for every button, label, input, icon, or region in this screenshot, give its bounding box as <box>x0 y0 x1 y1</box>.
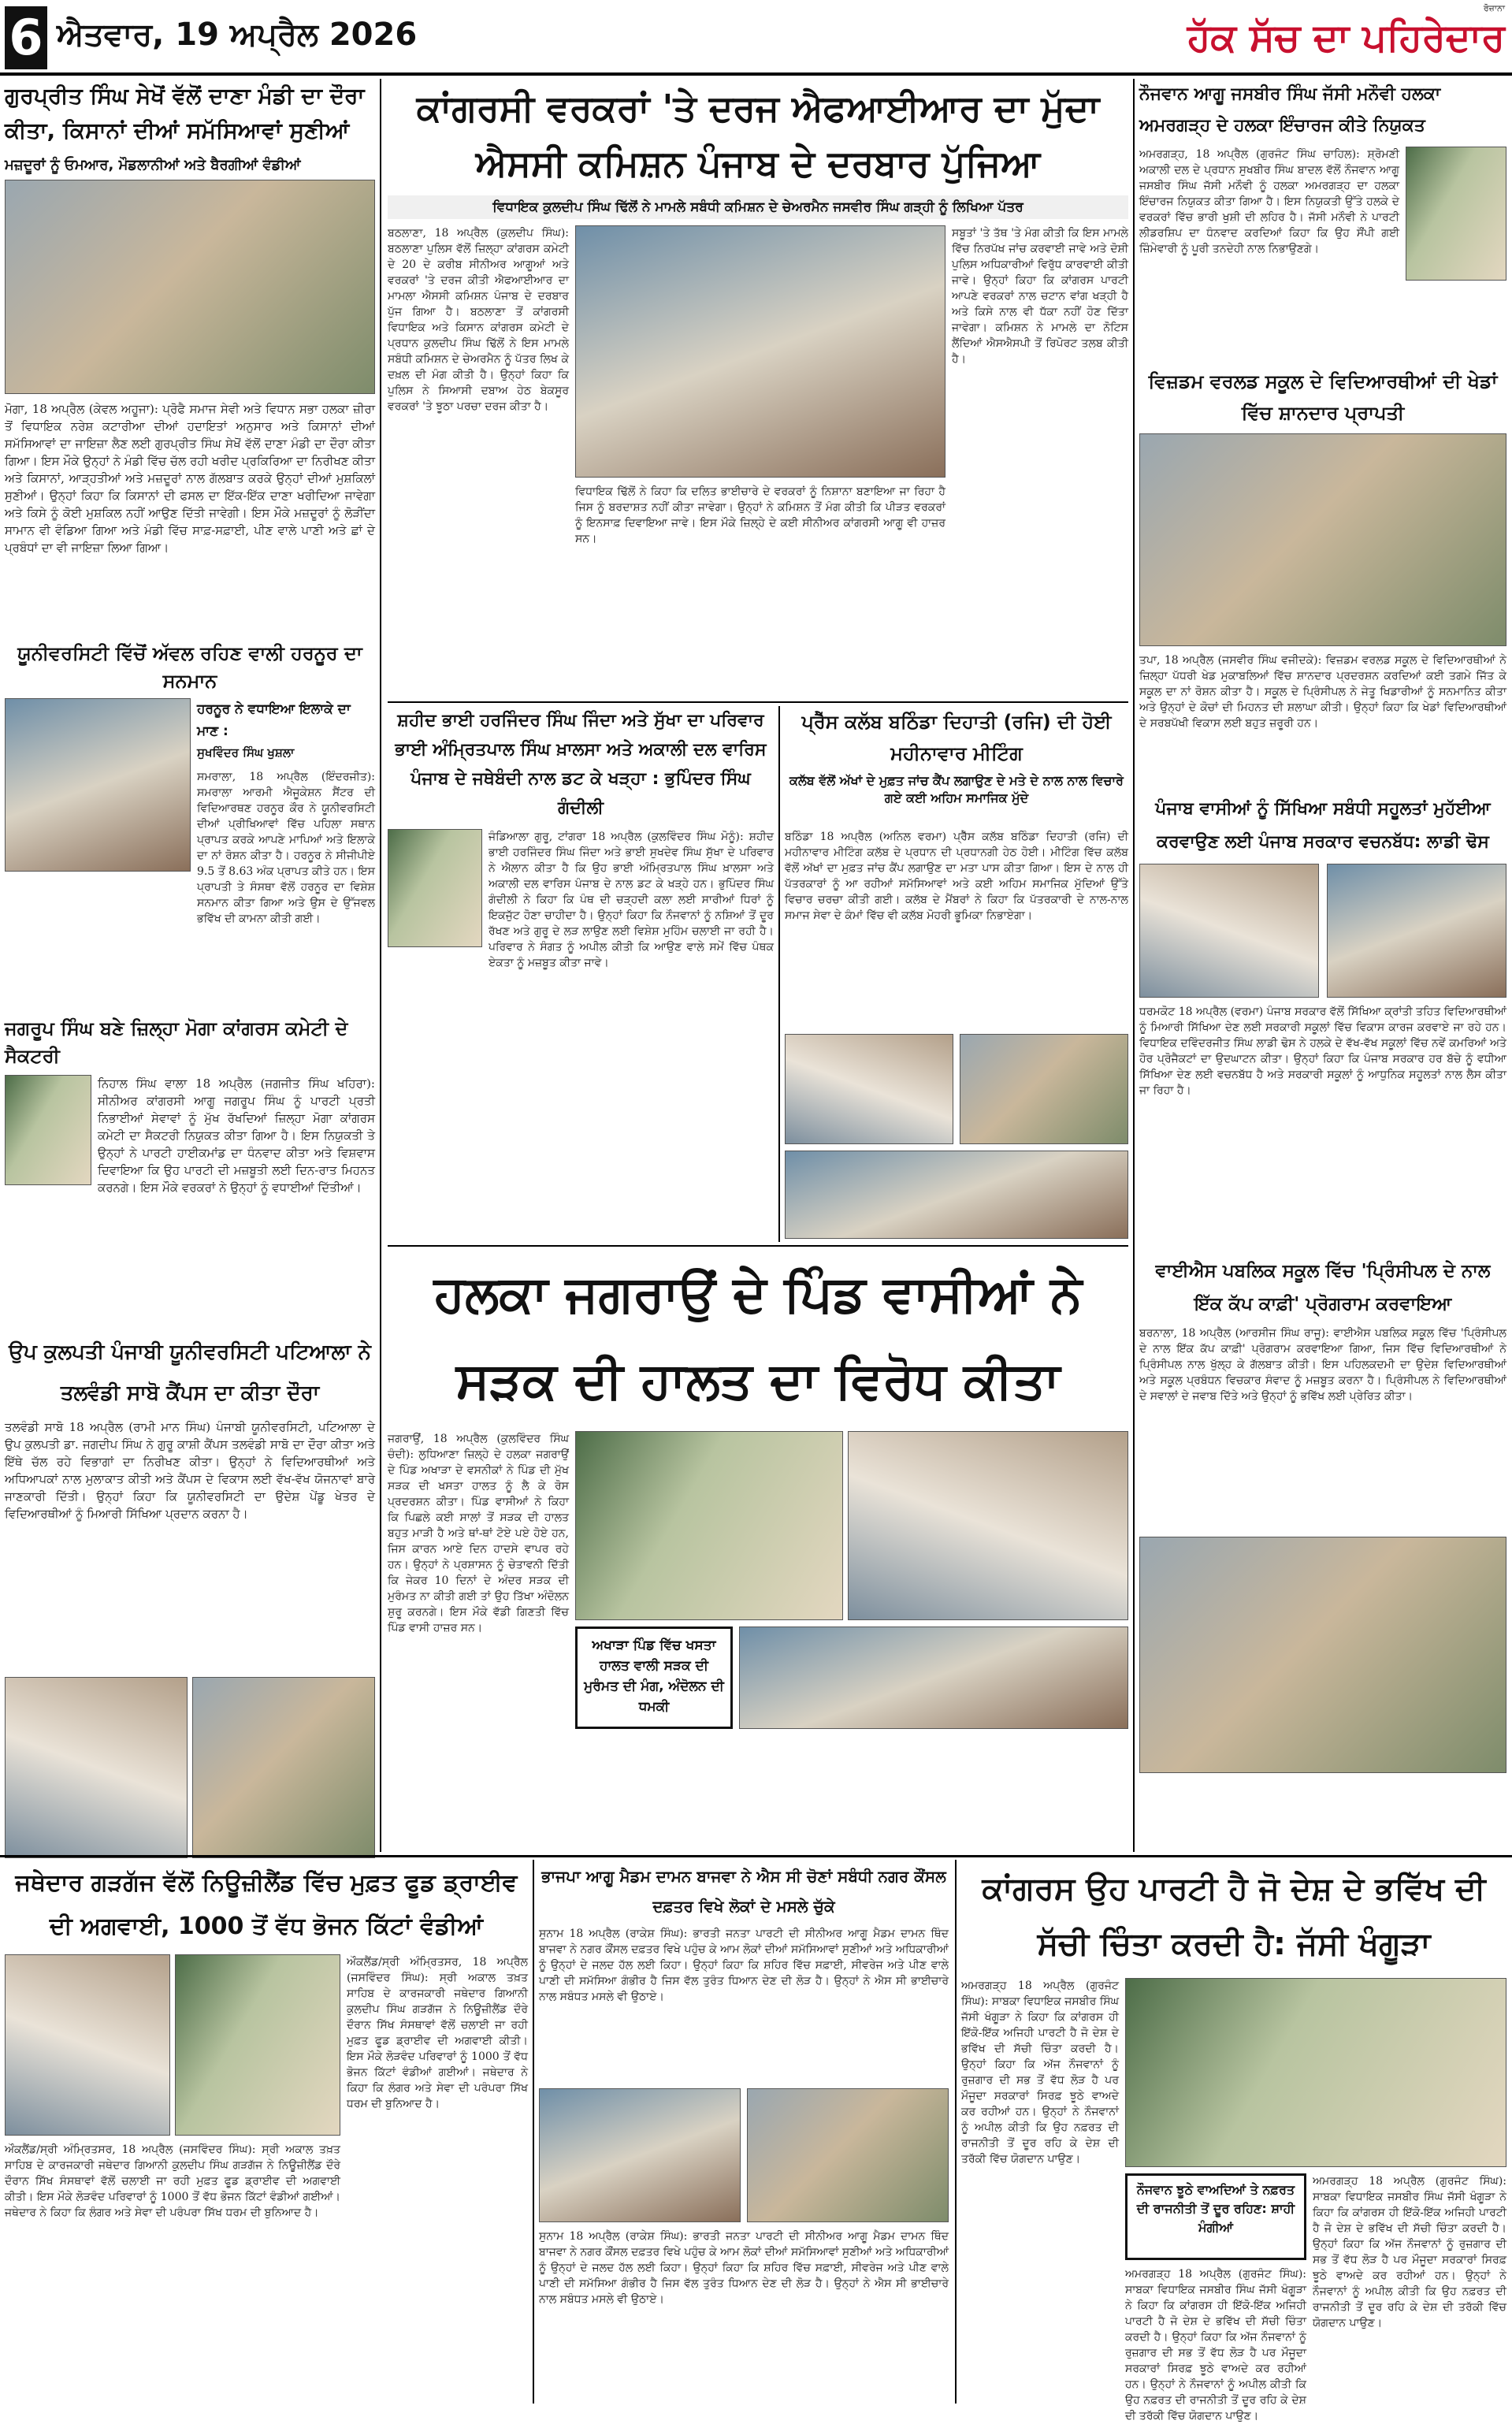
bottom-rule-2 <box>955 1860 957 2404</box>
farmers-headline: ਗੁਰਪ੍ਰੀਤ ਸਿੰਘ ਸੇਖੋਂ ਵੱਲੋਂ ਦਾਣਾ ਮੰਡੀ ਦਾ ਦੌਰਾ ਕੀਤਾ, ਕਿਸਾਨਾਂ ਦੀਆਂ ਸਮੱਸਿਆਵਾਂ ਸੁਣੀਆਂ <box>5 83 365 143</box>
jagroop-headline: ਜਗਰੂਪ ਸਿੰਘ ਬਣੇ ਜ਼ਿਲ੍ਹਾ ਮੋਗਾ ਕਾਂਗਰਸ ਕਮੇਟੀ ਦੇ ਸੈਕਟਰੀ <box>5 1017 348 1067</box>
congress-future-box: ਨੌਜਵਾਨ ਝੂਠੇ ਵਾਅਦਿਆਂ ਤੇ ਨਫ਼ਰਤ ਦੀ ਰਾਜਨੀਤੀ ਤੋਂ ਦੂਰ ਰਹਿਣ: ਸ਼ਾਹੀ ਮੰਗੀਆਂ <box>1125 2173 1306 2260</box>
road-headline: ਹਲਕਾ ਜਗਰਾਉਂ ਦੇ ਪਿੰਡ ਵਾਸੀਆਂ ਨੇ ਸੜਕ ਦੀ ਹਾਲਤ ਦਾ ਵਿਰੋਧ ਕੀਤਾ <box>433 1266 1083 1411</box>
press-photo-2 <box>960 1034 1128 1144</box>
road-body: ਜਗਰਾਉਂ, 18 ਅਪ੍ਰੈਲ (ਕੁਲਵਿੰਦਰ ਸਿੰਘ ਚੰਦੀ): ਲੁਧਿਆਣਾ ਜ਼ਿਲ੍ਹੇ ਦੇ ਹਲਕਾ ਜਗਰਾਉਂ ਦੇ ਪਿੰਡ ਅਖਾੜਾ ਦੇ ਵਸਨੀਕਾਂ ਨੇ ਪਿੰਡ ਦੀ ਮੁੱਖ ਸੜਕ ਦੀ ਖਸਤਾ ਹਾਲਤ ਨੂੰ ਲੈ ਕੇ ਰੋਸ ਪ੍ਰਦਰਸ਼ਨ ਕੀਤਾ। ਪਿੰਡ ਵਾਸੀਆਂ ਨੇ ਕਿਹਾ ਕਿ ਪਿਛਲੇ ਕਈ ਸਾਲਾਂ ਤੋਂ ਸੜਕ ਦੀ ਹਾਲਤ ਬਹੁਤ ਮਾੜੀ ਹੈ ਅਤੇ ਥਾਂ-ਥਾਂ ਟੋਏ ਪਏ ਹੋਏ ਹਨ, ਜਿਸ ਕਾਰਨ ਆਏ ਦਿਨ ਹਾਦਸੇ ਵਾਪਰ ਰਹੇ ਹਨ। ਉਨ੍ਹਾਂ ਨੇ ਪ੍ਰਸ਼ਾਸਨ ਨੂੰ ਚੇਤਾਵਨੀ ਦਿੱਤੀ ਕਿ ਜੇਕਰ 10 ਦਿਨਾਂ ਦੇ ਅੰਦਰ ਸੜਕ ਦੀ ਮੁਰੰਮਤ ਨਾ ਕੀਤੀ ਗਈ ਤਾਂ ਉਹ ਤਿੱਖਾ ਅੰਦੋਲਨ ਸ਼ੁਰੂ ਕਰਨਗੇ। ਇਸ ਮੌਕੇ ਵੱਡੀ ਗਿਣਤੀ ਵਿੱਚ ਪਿੰਡ ਵਾਸੀ ਹਾਜ਼ਰ ਸਨ। <box>388 1433 569 1634</box>
mid-column-rule <box>778 706 780 1242</box>
wisdom-headline: ਵਿਜ਼ਡਮ ਵਰਲਡ ਸਕੂਲ ਦੇ ਵਿਦਿਆਰਥੀਆਂ ਦੀ ਖੇਡਾਂ ਵਿੱਚ ਸ਼ਾਨਦਾਰ ਪ੍ਰਾਪਤੀ <box>1148 370 1498 424</box>
press-photo-1 <box>785 1034 953 1144</box>
bottom-rule-1 <box>533 1860 534 2404</box>
wisdom-photo <box>1139 433 1506 646</box>
bottom-band-rule <box>0 1855 1512 1857</box>
congress-future-body-lower: ਅਮਰਗੜ੍ਹ 18 ਅਪ੍ਰੈਲ (ਗੁਰਜੰਟ ਸਿੰਘ): ਸਾਬਕਾ ਵਿਧਾਇਕ ਜਸਬੀਰ ਸਿੰਘ ਜੱਸੀ ਖੰਗੂੜਾ ਨੇ ਕਿਹਾ ਕਿ ਕਾਂਗਰਸ ਹੀ ਇੱਕੋ-ਇੱਕ ਅਜਿਹੀ ਪਾਰਟੀ ਹੈ ਜੋ ਦੇਸ਼ ਦੇ ਭਵਿੱਖ ਦੀ ਸੱਚੀ ਚਿੰਤਾ ਕਰਦੀ ਹੈ। ਉਨ੍ਹਾਂ ਕਿਹਾ ਕਿ ਅੱਜ ਨੌਜਵਾਨਾਂ ਨੂੰ ਰੁਜ਼ਗਾਰ ਦੀ ਸਭ ਤੋਂ ਵੱਧ ਲੋੜ ਹੈ ਪਰ ਮੌਜੂਦਾ ਸਰਕਾਰਾਂ ਸਿਰਫ਼ ਝੂਠੇ ਵਾਅਦੇ ਕਰ ਰਹੀਆਂ ਹਨ। ਉਨ੍ਹਾਂ ਨੇ ਨੌਜਵਾਨਾਂ ਨੂੰ ਅਪੀਲ ਕੀਤੀ ਕਿ ਉਹ ਨਫ਼ਰਤ ਦੀ ਰਾਜਨੀਤੀ ਤੋਂ ਦੂਰ ਰਹਿ ਕੇ ਦੇਸ਼ ਦੀ ਤਰੱਕੀ ਵਿੱਚ ਯੋਗਦਾਨ ਪਾਉਣ। <box>1313 2175 1506 2329</box>
damanbajwa-body-lower: ਸੁਨਾਮ 18 ਅਪ੍ਰੈਲ (ਰਾਕੇਸ਼ ਸਿੰਘ): ਭਾਰਤੀ ਜਨਤਾ ਪਾਰਟੀ ਦੀ ਸੀਨੀਅਰ ਆਗੂ ਮੈਡਮ ਦਾਮਨ ਥਿੰਦ ਬਾਜਵਾ ਨੇ ਨਗਰ ਕੌਂਸਲ ਦਫ਼ਤਰ ਵਿਖੇ ਪਹੁੰਚ ਕੇ ਆਮ ਲੋਕਾਂ ਦੀਆਂ ਸਮੱਸਿਆਵਾਂ ਸੁਣੀਆਂ ਅਤੇ ਅਧਿਕਾਰੀਆਂ ਨੂੰ ਉਨ੍ਹਾਂ ਦੇ ਜਲਦ ਹੱਲ ਲਈ ਕਿਹਾ। ਉਨ੍ਹਾਂ ਕਿਹਾ ਕਿ ਸ਼ਹਿਰ ਵਿੱਚ ਸਫ਼ਾਈ, ਸੀਵਰੇਜ ਅਤੇ ਪੀਣ ਵਾਲੇ ਪਾਣੀ ਦੀ ਸਮੱਸਿਆ ਗੰਭੀਰ ਹੈ ਜਿਸ ਵੱਲ ਤੁਰੰਤ ਧਿਆਨ ਦੇਣ ਦੀ ਲੋੜ ਹੈ। ਉਨ੍ਹਾਂ ਨੇ ਐਸ ਸੀ ਭਾਈਚਾਰੇ ਨਾਲ ਸਬੰਧਤ ਮਸਲੇ ਵੀ ਉਠਾਏ। <box>539 2230 949 2306</box>
university-headline: ਯੂਨੀਵਰਸਿਟੀ ਵਿੱਚੋਂ ਅੱਵਲ ਰਹਿਣ ਵਾਲੀ ਹਰਨੂਰ ਦਾ ਸਨਮਾਨ <box>17 642 362 692</box>
jassi-photo <box>1406 147 1506 281</box>
food-drive-body: ਔਕਲੈਂਡ/ਸ੍ਰੀ ਅੰਮ੍ਰਿਤਸਰ, 18 ਅਪ੍ਰੈਲ (ਜਸਵਿੰਦਰ ਸਿੰਘ): ਸ੍ਰੀ ਅਕਾਲ ਤਖ਼ਤ ਸਾਹਿਬ ਦੇ ਕਾਰਜਕਾਰੀ ਜਥੇਦਾਰ ਗਿਆਨੀ ਕੁਲਦੀਪ ਸਿੰਘ ਗੜਗੱਜ ਨੇ ਨਿਊਜ਼ੀਲੈਂਡ ਦੌਰੇ ਦੌਰਾਨ ਸਿੱਖ ਸੰਸਥਾਵਾਂ ਵੱਲੋਂ ਚਲਾਈ ਜਾ ਰਹੀ ਮੁਫ਼ਤ ਫੂਡ ਡ੍ਰਾਈਵ ਦੀ ਅਗਵਾਈ ਕੀਤੀ। ਇਸ ਮੌਕੇ ਲੋੜਵੰਦ ਪਰਿਵਾਰਾਂ ਨੂੰ 1000 ਤੋਂ ਵੱਧ ਭੋਜਨ ਕਿੱਟਾਂ ਵੰਡੀਆਂ ਗਈਆਂ। ਜਥੇਦਾਰ ਨੇ ਕਿਹਾ ਕਿ ਲੰਗਰ ਅਤੇ ਸੇਵਾ ਦੀ ਪਰੰਪਰਾ ਸਿੱਖ ਧਰਮ ਦੀ ਬੁਨਿਆਦ ਹੈ। <box>347 1956 528 2110</box>
vc-body: ਤਲਵੰਡੀ ਸਾਬੋ 18 ਅਪ੍ਰੈਲ (ਰਾਮੀ ਮਾਨ ਸਿੰਘ) ਪੰਜਾਬੀ ਯੂਨੀਵਰਸਿਟੀ, ਪਟਿਆਲਾ ਦੇ ਉਪ ਕੁਲਪਤੀ ਡਾ. ਜਗਦੀਪ ਸਿੰਘ ਨੇ ਗੁਰੂ ਕਾਸ਼ੀ ਕੈਂਪਸ ਤਲਵੰਡੀ ਸਾਬੋ ਦਾ ਦੌਰਾ ਕੀਤਾ ਅਤੇ ਇੱਥੇ ਚੱਲ ਰਹੇ ਵਿਭਾਗਾਂ ਦਾ ਨਿਰੀਖਣ ਕੀਤਾ। ਉਨ੍ਹਾਂ ਨੇ ਵਿਦਿਆਰਥੀਆਂ ਅਤੇ ਅਧਿਆਪਕਾਂ ਨਾਲ ਮੁਲਾਕਾਤ ਕੀਤੀ ਅਤੇ ਕੈਂਪਸ ਦੇ ਵਿਕਾਸ ਲਈ ਵੱਖ-ਵੱਖ ਯੋਜਨਾਵਾਂ ਬਾਰੇ ਜਾਣਕਾਰੀ ਦਿੱਤੀ। ਉਨ੍ਹਾਂ ਕਿਹਾ ਕਿ ਯੂਨੀਵਰਸਿਟੀ ਦਾ ਉਦੇਸ਼ ਪੇਂਡੂ ਖੇਤਰ ਦੇ ਵਿਦਿਆਰਥੀਆਂ ਨੂੰ ਮਿਆਰੀ ਸਿੱਖਿਆ ਪ੍ਰਦਾਨ ਕਰਨਾ ਹੈ। <box>5 1420 375 1521</box>
wisdom-body: ਤਪਾ, 18 ਅਪ੍ਰੈਲ (ਜਸਵੀਰ ਸਿੰਘ ਵਜੀਦਕੇ): ਵਿਜ਼ਡਮ ਵਰਲਡ ਸਕੂਲ ਦੇ ਵਿਦਿਆਰਥੀਆਂ ਨੇ ਜ਼ਿਲ੍ਹਾ ਪੱਧਰੀ ਖੇਡ ਮੁਕਾਬਲਿਆਂ ਵਿੱਚ ਸ਼ਾਨਦਾਰ ਪ੍ਰਦਰਸ਼ਨ ਕਰਦਿਆਂ ਕਈ ਤਗਮੇ ਜਿੱਤ ਕੇ ਸਕੂਲ ਦਾ ਨਾਂ ਰੋਸ਼ਨ ਕੀਤਾ ਹੈ। ਸਕੂਲ ਦੇ ਪ੍ਰਿੰਸੀਪਲ ਨੇ ਜੇਤੂ ਖਿਡਾਰੀਆਂ ਨੂੰ ਸਨਮਾਨਿਤ ਕੀਤਾ ਅਤੇ ਉਨ੍ਹਾਂ ਦੇ ਕੋਚਾਂ ਦੀ ਮਿਹਨਤ ਦੀ ਸ਼ਲਾਘਾ ਕੀਤੀ। ਉਨ੍ਹਾਂ ਕਿਹਾ ਕਿ ਖੇਡਾਂ ਵਿਦਿਆਰਥੀਆਂ ਦੇ ਸਰਬਪੱਖੀ ਵਿਕਾਸ ਲਈ ਬਹੁਤ ਜ਼ਰੂਰੀ ਹਨ। <box>1139 654 1506 730</box>
university-tagline: ਹਰਨੂਰ ਨੇ ਵਧਾਇਆ ਇਲਾਕੇ ਦਾ ਮਾਣ : <box>197 701 351 739</box>
road-photo-1 <box>575 1431 843 1620</box>
right-column-rule <box>1133 79 1135 1852</box>
page-number: 6 <box>9 9 43 66</box>
education-headline: ਪੰਜਾਬ ਵਾਸੀਆਂ ਨੂੰ ਸਿੱਖਿਆ ਸਬੰਧੀ ਸਹੂਲਤਾਂ ਮੁਹੱਈਆ ਕਰਵਾਉਣ ਲਈ ਪੰਜਾਬ ਸਰਕਾਰ ਵਚਨਬੱਧ: ਲਾਡੀ ਢੋਸ <box>1155 799 1491 852</box>
date-line: ਐਤਵਾਰ, 19 ਅਪ੍ਰੈਲ 2026 <box>57 17 418 53</box>
farmers-photo <box>5 180 375 394</box>
left-column-rule <box>380 79 381 1852</box>
food-drive-photo-1 <box>5 1954 170 2136</box>
damanbajwa-body: ਸੁਨਾਮ 18 ਅਪ੍ਰੈਲ (ਰਾਕੇਸ਼ ਸਿੰਘ): ਭਾਰਤੀ ਜਨਤਾ ਪਾਰਟੀ ਦੀ ਸੀਨੀਅਰ ਆਗੂ ਮੈਡਮ ਦਾਮਨ ਥਿੰਦ ਬਾਜਵਾ ਨੇ ਨਗਰ ਕੌਂਸਲ ਦਫ਼ਤਰ ਵਿਖੇ ਪਹੁੰਚ ਕੇ ਆਮ ਲੋਕਾਂ ਦੀਆਂ ਸਮੱਸਿਆਵਾਂ ਸੁਣੀਆਂ ਅਤੇ ਅਧਿਕਾਰੀਆਂ ਨੂੰ ਉਨ੍ਹਾਂ ਦੇ ਜਲਦ ਹੱਲ ਲਈ ਕਿਹਾ। ਉਨ੍ਹਾਂ ਕਿਹਾ ਕਿ ਸ਼ਹਿਰ ਵਿੱਚ ਸਫ਼ਾਈ, ਸੀਵਰੇਜ ਅਤੇ ਪੀਣ ਵਾਲੇ ਪਾਣੀ ਦੀ ਸਮੱਸਿਆ ਗੰਭੀਰ ਹੈ ਜਿਸ ਵੱਲ ਤੁਰੰਤ ਧਿਆਨ ਦੇਣ ਦੀ ਲੋੜ ਹੈ। ਉਨ੍ਹਾਂ ਨੇ ਐਸ ਸੀ ਭਾਈਚਾਰੇ ਨਾਲ ਸਬੰਧਤ ਮਸਲੇ ਵੀ ਉਠਾਏ। <box>539 1928 949 2003</box>
congress-future-photo <box>1125 1978 1506 2167</box>
farmers-body: ਮੋਗਾ, 18 ਅਪ੍ਰੈਲ (ਕੇਵਲ ਅਹੂਜਾ): ਪ੍ਰੋਫੈ ਸਮਾਜ ਸੇਵੀ ਅਤੇ ਵਿਧਾਨ ਸਭਾ ਹਲਕਾ ਜ਼ੀਰਾ ਤੋਂ ਵਿਧਾਇਕ ਨਰੇਸ਼ ਕਟਾਰੀਆ ਦੀਆਂ ਹਦਾਇਤਾਂ ਅਨੁਸਾਰ ਅਤੇ ਕਿਸਾਨਾਂ ਦੀਆਂ ਸਮੱਸਿਆਵਾਂ ਦਾ ਜਾਇਜ਼ਾ ਲੈਣ ਲਈ ਗੁਰਪ੍ਰੀਤ ਸਿੰਘ ਸੇਖੋਂ ਵੱਲੋਂ ਦਾਣਾ ਮੰਡੀ ਦਾ ਦੌਰਾ ਕੀਤਾ ਗਿਆ। ਇਸ ਮੌਕੇ ਉਨ੍ਹਾਂ ਨੇ ਮੰਡੀ ਵਿੱਚ ਚੱਲ ਰਹੀ ਖਰੀਦ ਪ੍ਰਕਿਰਿਆ ਦਾ ਨਿਰੀਖਣ ਕੀਤਾ ਅਤੇ ਕਿਸਾਨਾਂ, ਆੜ੍ਹਤੀਆਂ ਅਤੇ ਮਜ਼ਦੂਰਾਂ ਨਾਲ ਗੱਲਬਾਤ ਕਰਕੇ ਉਨ੍ਹਾਂ ਦੀਆਂ ਮੁਸ਼ਕਿਲਾਂ ਸੁਣੀਆਂ। ਉਨ੍ਹਾਂ ਕਿਹਾ ਕਿ ਕਿਸਾਨਾਂ ਦੀ ਫਸਲ ਦਾ ਇੱਕ-ਇੱਕ ਦਾਣਾ ਖਰੀਦਿਆ ਜਾਵੇਗਾ ਅਤੇ ਕਿਸੇ ਨੂੰ ਕੋਈ ਮੁਸ਼ਕਿਲ ਨਹੀਂ ਆਉਣ ਦਿੱਤੀ ਜਾਵੇਗੀ। ਇਸ ਮੌਕੇ ਮਜ਼ਦੂਰਾਂ ਨੂੰ ਲੋੜੀਂਦਾ ਸਾਮਾਨ ਵੀ ਵੰਡਿਆ ਗਿਆ ਅਤੇ ਮੰਡੀ ਵਿੱਚ ਸਾਫ਼-ਸਫ਼ਾਈ, ਪੀਣ ਵਾਲੇ ਪਾਣੀ ਅਤੇ ਛਾਂ ਦੇ ਪ੍ਰਬੰਧਾਂ ਦਾ ਵੀ ਜਾਇਜ਼ਾ ਲਿਆ ਗਿਆ। <box>5 402 375 555</box>
lead-body-left: ਬਠਲਾਣਾ, 18 ਅਪ੍ਰੈਲ (ਕੁਲਦੀਪ ਸਿੰਘ): ਬਠਲਾਣਾ ਪੁਲਿਸ ਵੱਲੋਂ ਜ਼ਿਲ੍ਹਾ ਕਾਂਗਰਸ ਕਮੇਟੀ ਦੇ 20 ਦੇ ਕਰੀਬ ਸੀਨੀਅਰ ਆਗੂਆਂ ਅਤੇ ਵਰਕਰਾਂ 'ਤੇ ਦਰਜ ਕੀਤੀ ਐਫਆਈਆਰ ਦਾ ਮਾਮਲਾ ਐਸਸੀ ਕਮਿਸ਼ਨ ਪੰਜਾਬ ਦੇ ਦਰਬਾਰ ਪੁੱਜ ਗਿਆ ਹੈ। ਬਠਲਾਣਾ ਤੋਂ ਕਾਂਗਰਸੀ ਵਿਧਾਇਕ ਅਤੇ ਕਿਸਾਨ ਕਾਂਗਰਸ ਕਮੇਟੀ ਦੇ ਪ੍ਰਧਾਨ ਕੁਲਦੀਪ ਸਿੰਘ ਢਿੱਲੋਂ ਨੇ ਇਸ ਮਾਮਲੇ ਸਬੰਧੀ ਕਮਿਸ਼ਨ ਦੇ ਚੇਅਰਮੈਨ ਨੂੰ ਪੱਤਰ ਲਿਖ ਕੇ ਦਖ਼ਲ ਦੀ ਮੰਗ ਕੀਤੀ ਹੈ। ਉਨ੍ਹਾਂ ਕਿਹਾ ਕਿ ਪੁਲਿਸ ਨੇ ਸਿਆਸੀ ਦਬਾਅ ਹੇਠ ਬੇਕਸੂਰ ਵਰਕਰਾਂ 'ਤੇ ਝੂਠਾ ਪਰਚਾ ਦਰਜ ਕੀਤਾ ਹੈ। <box>388 227 569 413</box>
jagroop-photo <box>5 1075 91 1185</box>
masthead-small: ਰੋਜ਼ਾਨਾ <box>1483 3 1505 13</box>
road-top-rule <box>388 1245 1128 1247</box>
martyrs-headline: ਸ਼ਹੀਦ ਭਾਈ ਹਰਜਿੰਦਰ ਸਿੰਘ ਜਿੰਦਾ ਅਤੇ ਸੁੱਖਾ ਦਾ ਪਰਿਵਾਰ ਭਾਈ ਅੰਮ੍ਰਿਤਪਾਲ ਸਿੰਘ ਖ਼ਾਲਸਾ ਅਤੇ ਅਕਾਲੀ ਦਲ ਵਾਰਿਸ ਪੰਜਾਬ ਦੇ ਜਥੇਬੰਦੀ ਨਾਲ ਡਟ ਕੇ ਖੜ੍ਹਾ : ਭੁਪਿੰਦਰ ਸਿੰਘ ਗੰਦੀਲੀ <box>395 711 767 818</box>
road-photo-3 <box>739 1627 1128 1729</box>
martyrs-body: ਜੰਡਿਆਲਾ ਗੁਰੂ, ਟਾਂਗਰਾ 18 ਅਪ੍ਰੈਲ (ਕੁਲਵਿੰਦਰ ਸਿੰਘ ਮੋਨੂੰ): ਸ਼ਹੀਦ ਭਾਈ ਹਰਜਿੰਦਰ ਸਿੰਘ ਜਿੰਦਾ ਅਤੇ ਭਾਈ ਸੁਖਦੇਵ ਸਿੰਘ ਸੁੱਖਾ ਦੇ ਪਰਿਵਾਰ ਨੇ ਐਲਾਨ ਕੀਤਾ ਹੈ ਕਿ ਉਹ ਭਾਈ ਅੰਮ੍ਰਿਤਪਾਲ ਸਿੰਘ ਖ਼ਾਲਸਾ ਅਤੇ ਅਕਾਲੀ ਦਲ ਵਾਰਿਸ ਪੰਜਾਬ ਦੇ ਨਾਲ ਡਟ ਕੇ ਖੜ੍ਹੇ ਹਨ। ਭੁਪਿੰਦਰ ਸਿੰਘ ਗੰਦੀਲੀ ਨੇ ਕਿਹਾ ਕਿ ਪੰਥ ਦੀ ਚੜ੍ਹਦੀ ਕਲਾ ਲਈ ਸਾਰੀਆਂ ਧਿਰਾਂ ਨੂੰ ਇਕਜੁੱਟ ਹੋਣਾ ਚਾਹੀਦਾ ਹੈ। ਉਨ੍ਹਾਂ ਕਿਹਾ ਕਿ ਨੌਜਵਾਨਾਂ ਨੂੰ ਨਸ਼ਿਆਂ ਤੋਂ ਦੂਰ ਰੱਖਣ ਅਤੇ ਗੁਰੂ ਦੇ ਲੜ ਲਾਉਣ ਲਈ ਵਿਸ਼ੇਸ਼ ਮੁਹਿੰਮ ਚਲਾਈ ਜਾ ਰਹੀ ਹੈ। ਪਰਿਵਾਰ ਨੇ ਸੰਗਤ ਨੂੰ ਅਪੀਲ ਕੀਤੀ ਕਿ ਆਉਣ ਵਾਲੇ ਸਮੇਂ ਵਿੱਚ ਪੰਥਕ ਏਕਤਾ ਨੂੰ ਮਜ਼ਬੂਤ ਕੀਤਾ ਜਾਵੇ। <box>489 831 774 969</box>
damanbajwa-photo-1 <box>539 2088 741 2222</box>
lead-photo <box>575 225 945 478</box>
lead-body-right: ਸਬੂਤਾਂ 'ਤੇ ਤੱਥ 'ਤੇ ਮੰਗ ਕੀਤੀ ਕਿ ਇਸ ਮਾਮਲੇ ਵਿੱਚ ਨਿਰਪੱਖ ਜਾਂਚ ਕਰਵਾਈ ਜਾਵੇ ਅਤੇ ਦੋਸ਼ੀ ਪੁਲਿਸ ਅਧਿਕਾਰੀਆਂ ਵਿਰੁੱਧ ਕਾਰਵਾਈ ਕੀਤੀ ਜਾਵੇ। ਉਨ੍ਹਾਂ ਕਿਹਾ ਕਿ ਕਾਂਗਰਸ ਪਾਰਟੀ ਆਪਣੇ ਵਰਕਰਾਂ ਨਾਲ ਚਟਾਨ ਵਾਂਗ ਖੜ੍ਹੀ ਹੈ ਅਤੇ ਕਿਸੇ ਨਾਲ ਵੀ ਧੱਕਾ ਨਹੀਂ ਹੋਣ ਦਿੱਤਾ ਜਾਵੇਗਾ। ਕਮਿਸ਼ਨ ਨੇ ਮਾਮਲੇ ਦਾ ਨੋਟਿਸ ਲੈਂਦਿਆਂ ਐਸਐਸਪੀ ਤੋਂ ਰਿਪੋਰਟ ਤਲਬ ਕੀਤੀ ਹੈ। <box>952 227 1128 366</box>
congress-future-body-bottom: ਅਮਰਗੜ੍ਹ 18 ਅਪ੍ਰੈਲ (ਗੁਰਜੰਟ ਸਿੰਘ): ਸਾਬਕਾ ਵਿਧਾਇਕ ਜਸਬੀਰ ਸਿੰਘ ਜੱਸੀ ਖੰਗੂੜਾ ਨੇ ਕਿਹਾ ਕਿ ਕਾਂਗਰਸ ਹੀ ਇੱਕੋ-ਇੱਕ ਅਜਿਹੀ ਪਾਰਟੀ ਹੈ ਜੋ ਦੇਸ਼ ਦੇ ਭਵਿੱਖ ਦੀ ਸੱਚੀ ਚਿੰਤਾ ਕਰਦੀ ਹੈ। ਉਨ੍ਹਾਂ ਕਿਹਾ ਕਿ ਅੱਜ ਨੌਜਵਾਨਾਂ ਨੂੰ ਰੁਜ਼ਗਾਰ ਦੀ ਸਭ ਤੋਂ ਵੱਧ ਲੋੜ ਹੈ ਪਰ ਮੌਜੂਦਾ ਸਰਕਾਰਾਂ ਸਿਰਫ਼ ਝੂਠੇ ਵਾਅਦੇ ਕਰ ਰਹੀਆਂ ਹਨ। ਉਨ੍ਹਾਂ ਨੇ ਨੌਜਵਾਨਾਂ ਨੂੰ ਅਪੀਲ ਕੀਤੀ ਕਿ ਉਹ ਨਫ਼ਰਤ ਦੀ ਰਾਜਨੀਤੀ ਤੋਂ ਦੂਰ ਰਹਿ ਕੇ ਦੇਸ਼ ਦੀ ਤਰੱਕੀ ਵਿੱਚ ਯੋਗਦਾਨ ਪਾਉਣ। <box>1125 2268 1306 2422</box>
press-headline: ਪ੍ਰੈੱਸ ਕਲੱਬ ਬਠਿੰਡਾ ਦਿਹਾਤੀ (ਰਜਿ) ਦੀ ਹੋਈ ਮਹੀਨਾਵਾਰ ਮੀਟਿੰਗ <box>801 711 1112 764</box>
food-drive-body-lower: ਔਕਲੈਂਡ/ਸ੍ਰੀ ਅੰਮ੍ਰਿਤਸਰ, 18 ਅਪ੍ਰੈਲ (ਜਸਵਿੰਦਰ ਸਿੰਘ): ਸ੍ਰੀ ਅਕਾਲ ਤਖ਼ਤ ਸਾਹਿਬ ਦੇ ਕਾਰਜਕਾਰੀ ਜਥੇਦਾਰ ਗਿਆਨੀ ਕੁਲਦੀਪ ਸਿੰਘ ਗੜਗੱਜ ਨੇ ਨਿਊਜ਼ੀਲੈਂਡ ਦੌਰੇ ਦੌਰਾਨ ਸਿੱਖ ਸੰਸਥਾਵਾਂ ਵੱਲੋਂ ਚਲਾਈ ਜਾ ਰਹੀ ਮੁਫ਼ਤ ਫੂਡ ਡ੍ਰਾਈਵ ਦੀ ਅਗਵਾਈ ਕੀਤੀ। ਇਸ ਮੌਕੇ ਲੋੜਵੰਦ ਪਰਿਵਾਰਾਂ ਨੂੰ 1000 ਤੋਂ ਵੱਧ ਭੋਜਨ ਕਿੱਟਾਂ ਵੰਡੀਆਂ ਗਈਆਂ। ਜਥੇਦਾਰ ਨੇ ਕਿਹਾ ਕਿ ਲੰਗਰ ਅਤੇ ਸੇਵਾ ਦੀ ਪਰੰਪਰਾ ਸਿੱਖ ਧਰਮ ਦੀ ਬੁਨਿਆਦ ਹੈ। <box>5 2143 340 2219</box>
jassi-headline: ਨੌਜਵਾਨ ਆਗੂ ਜਸਬੀਰ ਸਿੰਘ ਜੱਸੀ ਮਨੌਵੀ ਹਲਕਾ ਅਮਰਗੜ੍ਹ ਦੇ ਹਲਕਾ ਇੰਚਾਰਜ ਕੀਤੇ ਨਿਯੁਕਤ <box>1139 84 1441 136</box>
vc-headline: ਉਪ ਕੁਲਪਤੀ ਪੰਜਾਬੀ ਯੂਨੀਵਰਸਿਟੀ ਪਟਿਆਲਾ ਨੇ ਤਲਵੰਡੀ ਸਾਬੋ ਕੈਂਪਸ ਦਾ ਕੀਤਾ ਦੌਰਾ <box>9 1340 371 1405</box>
press-photo-3 <box>785 1151 1128 1239</box>
university-photo <box>5 698 191 872</box>
press-body: ਬਠਿੰਡਾ 18 ਅਪ੍ਰੈਲ (ਅਨਿਲ ਵਰਮਾ) ਪ੍ਰੈੱਸ ਕਲੱਬ ਬਠਿੰਡਾ ਦਿਹਾਤੀ (ਰਜਿ) ਦੀ ਮਹੀਨਾਵਾਰ ਮੀਟਿੰਗ ਕਲੱਬ ਦੇ ਪ੍ਰਧਾਨ ਦੀ ਪ੍ਰਧਾਨਗੀ ਹੇਠ ਹੋਈ। ਮੀਟਿੰਗ ਵਿੱਚ ਕਲੱਬ ਵੱਲੋਂ ਅੱਖਾਂ ਦਾ ਮੁਫ਼ਤ ਜਾਂਚ ਕੈਂਪ ਲਗਾਉਣ ਦਾ ਮਤਾ ਪਾਸ ਕੀਤਾ ਗਿਆ। ਇਸ ਦੇ ਨਾਲ ਹੀ ਪੱਤਰਕਾਰਾਂ ਨੂੰ ਆ ਰਹੀਆਂ ਸਮੱਸਿਆਵਾਂ ਅਤੇ ਕਈ ਅਹਿਮ ਸਮਾਜਿਕ ਮੁੱਦਿਆਂ ਉੱਤੇ ਵਿਚਾਰ ਚਰਚਾ ਕੀਤੀ ਗਈ। ਕਲੱਬ ਦੇ ਮੈਂਬਰਾਂ ਨੇ ਕਿਹਾ ਕਿ ਪੱਤਰਕਾਰੀ ਦੇ ਨਾਲ-ਨਾਲ ਸਮਾਜ ਸੇਵਾ ਦੇ ਕੰਮਾਂ ਵਿੱਚ ਵੀ ਕਲੱਬ ਮੋਹਰੀ ਭੂਮਿਕਾ ਨਿਭਾਏਗਾ। <box>785 831 1128 922</box>
press-subhead: ਕਲੱਬ ਵੱਲੋਂ ਅੱਖਾਂ ਦੇ ਮੁਫ਼ਤ ਜਾਂਚ ਕੈਂਪ ਲਗਾਉਣ ਦੇ ਮਤੇ ਦੇ ਨਾਲ ਨਾਲ ਵਿਚਾਰੇ ਗਏ ਕਈ ਅਹਿਮ ਸਮਾਜਿਕ ਮੁੱਦੇ <box>789 773 1124 805</box>
farmers-subhead: ਮਜ਼ਦੂਰਾਂ ਨੂੰ ਓਮਆਰ, ਮੌਡਲਾਨੀਆਂ ਅਤੇ ਬੈਰਗੀਆਂ ਵੰਡੀਆਂ <box>5 157 301 173</box>
road-box: ਅਖਾੜਾ ਪਿੰਡ ਵਿੱਚ ਖਸਤਾ ਹਾਲਤ ਵਾਲੀ ਸੜਕ ਦੀ ਮੁਰੰਮਤ ਦੀ ਮੰਗ, ਅੰਦੋਲਨ ਦੀ ਧਮਕੀ <box>575 1627 733 1729</box>
congress-future-headline: ਕਾਂਗਰਸ ਉਹ ਪਾਰਟੀ ਹੈ ਜੋ ਦੇਸ਼ ਦੇ ਭਵਿੱਖ ਦੀ ਸੱਚੀ ਚਿੰਤਾ ਕਰਦੀ ਹੈ: ਜੱਸੀ ਖੰਗੂੜਾ <box>982 1871 1486 1962</box>
ys-school-body: ਬਰਨਾਲਾ, 18 ਅਪ੍ਰੈਲ (ਆਰਸੀਜ ਸਿੰਘ ਰਾਜੂ): ਵਾਈਐਸ ਪਬਲਿਕ ਸਕੂਲ ਵਿੱਚ 'ਪ੍ਰਿੰਸੀਪਲ ਦੇ ਨਾਲ ਇੱਕ ਕੱਪ ਕਾਫ਼ੀ' ਪ੍ਰੋਗਰਾਮ ਕਰਵਾਇਆ ਗਿਆ, ਜਿਸ ਵਿੱਚ ਵਿਦਿਆਰਥੀਆਂ ਨੇ ਪ੍ਰਿੰਸੀਪਲ ਨਾਲ ਖੁੱਲ੍ਹ ਕੇ ਗੱਲਬਾਤ ਕੀਤੀ। ਇਸ ਪਹਿਲਕਦਮੀ ਦਾ ਉਦੇਸ਼ ਵਿਦਿਆਰਥੀਆਂ ਅਤੇ ਸਕੂਲ ਪ੍ਰਬੰਧਨ ਵਿਚਕਾਰ ਸੰਵਾਦ ਨੂੰ ਮਜ਼ਬੂਤ ਕਰਨਾ ਹੈ। ਪ੍ਰਿੰਸੀਪਲ ਨੇ ਵਿਦਿਆਰਥੀਆਂ ਦੇ ਸਵਾਲਾਂ ਦੇ ਜਵਾਬ ਦਿੱਤੇ ਅਤੇ ਉਨ੍ਹਾਂ ਨੂੰ ਭਵਿੱਖ ਲਈ ਪ੍ਰੇਰਿਤ ਕੀਤਾ। <box>1139 1327 1506 1403</box>
damanbajwa-headline: ਭਾਜਪਾ ਆਗੂ ਮੈਡਮ ਦਾਮਨ ਬਾਜਵਾ ਨੇ ਐਸ ਸੀ ਚੋਣਾਂ ਸਬੰਧੀ ਨਗਰ ਕੌਂਸਲ ਦਫ਼ਤਰ ਵਿਖੇ ਲੋਕਾਂ ਦੇ ਮਸਲੇ ਚੁੱਕੇ <box>541 1867 946 1916</box>
vc-photo-1 <box>5 1677 188 1858</box>
university-author: ਸੁਖਵਿੰਦਰ ਸਿੰਘ ਖੁਸ਼ਲਾ <box>197 745 295 760</box>
header-rule <box>0 72 1512 76</box>
road-photo-2 <box>848 1431 1128 1620</box>
lead-body-bottom: ਵਿਧਾਇਕ ਢਿੱਲੋਂ ਨੇ ਕਿਹਾ ਕਿ ਦਲਿਤ ਭਾਈਚਾਰੇ ਦੇ ਵਰਕਰਾਂ ਨੂੰ ਨਿਸ਼ਾਨਾ ਬਣਾਇਆ ਜਾ ਰਿਹਾ ਹੈ ਜਿਸ ਨੂੰ ਬਰਦਾਸ਼ਤ ਨਹੀਂ ਕੀਤਾ ਜਾਵੇਗਾ। ਉਨ੍ਹਾਂ ਨੇ ਕਮਿਸ਼ਨ ਤੋਂ ਮੰਗ ਕੀਤੀ ਕਿ ਪੀੜਤ ਵਰਕਰਾਂ ਨੂੰ ਇਨਸਾਫ਼ ਦਿਵਾਇਆ ਜਾਵੇ। ਇਸ ਮੌਕੇ ਜ਼ਿਲ੍ਹੇ ਦੇ ਕਈ ਸੀਨੀਅਰ ਕਾਂਗਰਸੀ ਆਗੂ ਵੀ ਹਾਜ਼ਰ ਸਨ। <box>575 485 945 545</box>
ys-school-photo <box>1139 1537 1506 1773</box>
university-body: ਸਮਰਾਲਾ, 18 ਅਪ੍ਰੈਲ (ਇੰਦਰਜੀਤ): ਸਮਰਾਲਾ ਆਰਮੀ ਐਜੂਕੇਸ਼ਨ ਸੈਂਟਰ ਦੀ ਵਿਦਿਆਰਥਣ ਹਰਨੂਰ ਕੌਰ ਨੇ ਯੂਨੀਵਰਸਿਟੀ ਦੀਆਂ ਪ੍ਰੀਖਿਆਵਾਂ ਵਿੱਚ ਪਹਿਲਾ ਸਥਾਨ ਪ੍ਰਾਪਤ ਕਰਕੇ ਆਪਣੇ ਮਾਪਿਆਂ ਅਤੇ ਇਲਾਕੇ ਦਾ ਨਾਂ ਰੋਸ਼ਨ ਕੀਤਾ ਹੈ। ਹਰਨੂਰ ਨੇ ਸੀਜੀਪੀਏ 9.5 ਤੋਂ 8.63 ਅੰਕ ਪ੍ਰਾਪਤ ਕੀਤੇ ਹਨ। ਇਸ ਪ੍ਰਾਪਤੀ ਤੇ ਸੰਸਥਾ ਵੱਲੋਂ ਹਰਨੂਰ ਦਾ ਵਿਸ਼ੇਸ਼ ਸਨਮਾਨ ਕੀਤਾ ਗਿਆ ਅਤੇ ਉਸ ਦੇ ਉੱਜਵਲ ਭਵਿੱਖ ਦੀ ਕਾਮਨਾ ਕੀਤੀ ਗਈ। <box>197 771 375 925</box>
education-body: ਧਰਮਕੋਟ 18 ਅਪ੍ਰੈਲ (ਵਰਮਾ) ਪੰਜਾਬ ਸਰਕਾਰ ਵੱਲੋਂ ਸਿੱਖਿਆ ਕ੍ਰਾਂਤੀ ਤਹਿਤ ਵਿਦਿਆਰਥੀਆਂ ਨੂੰ ਮਿਆਰੀ ਸਿੱਖਿਆ ਦੇਣ ਲਈ ਸਰਕਾਰੀ ਸਕੂਲਾਂ ਵਿੱਚ ਵਿਕਾਸ ਕਾਰਜ ਕਰਵਾਏ ਜਾ ਰਹੇ ਹਨ। ਵਿਧਾਇਕ ਦਵਿੰਦਰਜੀਤ ਸਿੰਘ ਲਾਡੀ ਢੋਸ ਨੇ ਹਲਕੇ ਦੇ ਵੱਖ-ਵੱਖ ਸਕੂਲਾਂ ਵਿੱਚ ਨਵੇਂ ਕਮਰਿਆਂ ਅਤੇ ਹੋਰ ਪ੍ਰੋਜੈਕਟਾਂ ਦਾ ਉਦਘਾਟਨ ਕੀਤਾ। ਉਨ੍ਹਾਂ ਕਿਹਾ ਕਿ ਪੰਜਾਬ ਸਰਕਾਰ ਹਰ ਬੱਚੇ ਨੂੰ ਵਧੀਆ ਸਿੱਖਿਆ ਦੇਣ ਲਈ ਵਚਨਬੱਧ ਹੈ ਅਤੇ ਸਰਕਾਰੀ ਸਕੂਲਾਂ ਨੂੰ ਆਧੁਨਿਕ ਸਹੂਲਤਾਂ ਨਾਲ ਲੈਸ ਕੀਤਾ ਜਾ ਰਿਹਾ ਹੈ। <box>1139 1006 1506 1097</box>
lead-headline: ਕਾਂਗਰਸੀ ਵਰਕਰਾਂ 'ਤੇ ਦਰਜ ਐਫਆਈਆਰ ਦਾ ਮੁੱਦਾ ਐਸਸੀ ਕਮਿਸ਼ਨ ਪੰਜਾਬ ਦੇ ਦਰਬਾਰ ਪੁੱਜਿਆ <box>416 87 1100 184</box>
jassi-body: ਅਮਰਗੜ੍ਹ, 18 ਅਪ੍ਰੈਲ (ਗੁਰਜੰਟ ਸਿੰਘ ਚਾਹਿਲ): ਸ਼੍ਰੋਮਣੀ ਅਕਾਲੀ ਦਲ ਦੇ ਪ੍ਰਧਾਨ ਸੁਖਬੀਰ ਸਿੰਘ ਬਾਦਲ ਵੱਲੋਂ ਨੌਜਵਾਨ ਆਗੂ ਜਸਬੀਰ ਸਿੰਘ ਜੱਸੀ ਮਨੌਵੀ ਨੂੰ ਹਲਕਾ ਅਮਰਗੜ੍ਹ ਦਾ ਹਲਕਾ ਇੰਚਾਰਜ ਨਿਯੁਕਤ ਕੀਤਾ ਗਿਆ ਹੈ। ਇਸ ਨਿਯੁਕਤੀ ਉੱਤੇ ਹਲਕੇ ਦੇ ਵਰਕਰਾਂ ਵਿੱਚ ਭਾਰੀ ਖੁਸ਼ੀ ਦੀ ਲਹਿਰ ਹੈ। ਜੱਸੀ ਮਨੌਵੀ ਨੇ ਪਾਰਟੀ ਲੀਡਰਸ਼ਿਪ ਦਾ ਧੰਨਵਾਦ ਕਰਦਿਆਂ ਕਿਹਾ ਕਿ ਉਹ ਸੌਂਪੀ ਗਈ ਜ਼ਿੰਮੇਵਾਰੀ ਨੂੰ ਪੂਰੀ ਤਨਦੇਹੀ ਨਾਲ ਨਿਭਾਉਣਗੇ। <box>1139 148 1399 255</box>
jagroop-body: ਨਿਹਾਲ ਸਿੰਘ ਵਾਲਾ 18 ਅਪ੍ਰੈਲ (ਜਗਜੀਤ ਸਿੰਘ ਖਹਿਰਾ): ਸੀਨੀਅਰ ਕਾਂਗਰਸੀ ਆਗੂ ਜਗਰੂਪ ਸਿੰਘ ਨੂੰ ਪਾਰਟੀ ਪ੍ਰਤੀ ਨਿਭਾਈਆਂ ਸੇਵਾਵਾਂ ਨੂੰ ਮੁੱਖ ਰੱਖਦਿਆਂ ਜ਼ਿਲ੍ਹਾ ਮੋਗਾ ਕਾਂਗਰਸ ਕਮੇਟੀ ਦਾ ਸੈਕਟਰੀ ਨਿਯੁਕਤ ਕੀਤਾ ਗਿਆ ਹੈ। ਇਸ ਨਿਯੁਕਤੀ ਤੇ ਉਨ੍ਹਾਂ ਨੇ ਪਾਰਟੀ ਹਾਈਕਮਾਂਡ ਦਾ ਧੰਨਵਾਦ ਕੀਤਾ ਅਤੇ ਵਿਸ਼ਵਾਸ ਦਿਵਾਇਆ ਕਿ ਉਹ ਪਾਰਟੀ ਦੀ ਮਜ਼ਬੂਤੀ ਲਈ ਦਿਨ-ਰਾਤ ਮਿਹਨਤ ਕਰਨਗੇ। ਇਸ ਮੌਕੇ ਵਰਕਰਾਂ ਨੇ ਉਨ੍ਹਾਂ ਨੂੰ ਵਧਾਈਆਂ ਦਿੱਤੀਆਂ। <box>98 1076 375 1195</box>
damanbajwa-photo-2 <box>747 2088 949 2222</box>
congress-future-body: ਅਮਰਗੜ੍ਹ 18 ਅਪ੍ਰੈਲ (ਗੁਰਜੰਟ ਸਿੰਘ): ਸਾਬਕਾ ਵਿਧਾਇਕ ਜਸਬੀਰ ਸਿੰਘ ਜੱਸੀ ਖੰਗੂੜਾ ਨੇ ਕਿਹਾ ਕਿ ਕਾਂਗਰਸ ਹੀ ਇੱਕੋ-ਇੱਕ ਅਜਿਹੀ ਪਾਰਟੀ ਹੈ ਜੋ ਦੇਸ਼ ਦੇ ਭਵਿੱਖ ਦੀ ਸੱਚੀ ਚਿੰਤਾ ਕਰਦੀ ਹੈ। ਉਨ੍ਹਾਂ ਕਿਹਾ ਕਿ ਅੱਜ ਨੌਜਵਾਨਾਂ ਨੂੰ ਰੁਜ਼ਗਾਰ ਦੀ ਸਭ ਤੋਂ ਵੱਧ ਲੋੜ ਹੈ ਪਰ ਮੌਜੂਦਾ ਸਰਕਾਰਾਂ ਸਿਰਫ਼ ਝੂਠੇ ਵਾਅਦੇ ਕਰ ਰਹੀਆਂ ਹਨ। ਉਨ੍ਹਾਂ ਨੇ ਨੌਜਵਾਨਾਂ ਨੂੰ ਅਪੀਲ ਕੀਤੀ ਕਿ ਉਹ ਨਫ਼ਰਤ ਦੀ ਰਾਜਨੀਤੀ ਤੋਂ ਦੂਰ ਰਹਿ ਕੇ ਦੇਸ਼ ਦੀ ਤਰੱਕੀ ਵਿੱਚ ਯੋਗਦਾਨ ਪਾਉਣ। <box>961 1980 1119 2166</box>
food-drive-headline: ਜਥੇਦਾਰ ਗੜਗੱਜ ਵੱਲੋਂ ਨਿਊਜ਼ੀਲੈਂਡ ਵਿੱਚ ਮੁਫ਼ਤ ਫੂਡ ਡ੍ਰਾਈਵ ਦੀ ਅਗਵਾਈ, 1000 ਤੋਂ ਵੱਧ ਭੋਜਨ ਕਿੱਟਾਂ ਵੰਡੀਆਂ <box>15 1869 518 1940</box>
vc-photo-2 <box>192 1677 375 1858</box>
education-photo-1 <box>1139 864 1319 998</box>
martyrs-photo <box>388 829 482 947</box>
education-photo-2 <box>1327 864 1506 998</box>
lead-subhead: ਵਿਧਾਇਕ ਕੁਲਦੀਪ ਸਿੰਘ ਢਿੱਲੋਂ ਨੇ ਮਾਮਲੇ ਸਬੰਧੀ ਕਮਿਸ਼ਨ ਦੇ ਚੇਅਰਮੈਨ ਜਸਵੀਰ ਸਿੰਘ ਗੜ੍ਹੀ ਨੂੰ ਲਿਖਿਆ ਪੱਤਰ <box>388 195 1128 219</box>
food-drive-photo-2 <box>175 1954 340 2136</box>
masthead-title: ਹੱਕ ਸੱਚ ਦਾ ਪਹਿਰੇਦਾਰ <box>1187 16 1505 60</box>
ys-school-headline: ਵਾਈਐਸ ਪਬਲਿਕ ਸਕੂਲ ਵਿੱਚ 'ਪ੍ਰਿੰਸੀਪਲ ਦੇ ਨਾਲ ਇੱਕ ਕੱਪ ਕਾਫ਼ੀ' ਪ੍ਰੋਗਰਾਮ ਕਰਵਾਇਆ <box>1155 1261 1491 1314</box>
lead-bottom-rule <box>388 701 1128 703</box>
